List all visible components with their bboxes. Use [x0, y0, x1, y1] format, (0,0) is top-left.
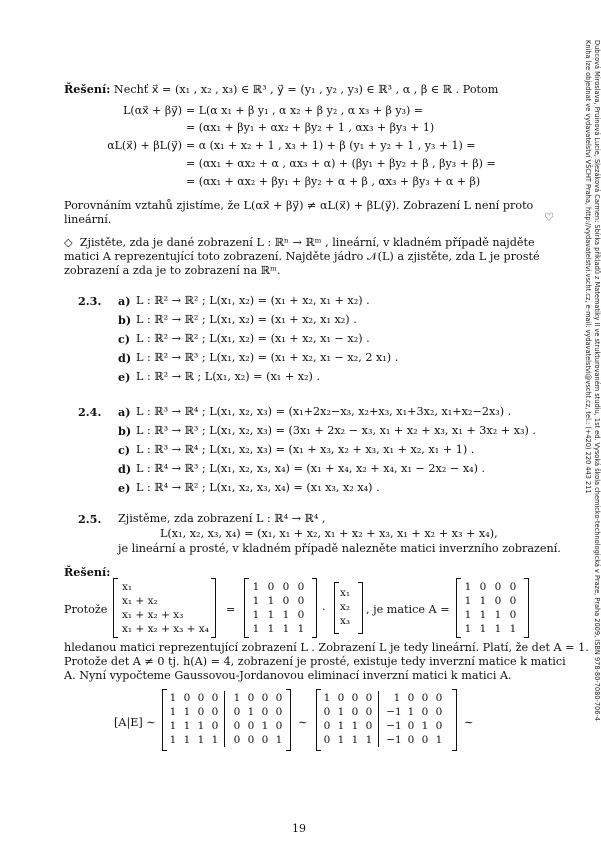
eq2-row-3: = (αx₁ + αx₂ + βy₁ + βy₂ + α + β , αx₃ + βy₃ + α + β) [186, 175, 481, 188]
para-line-2: Protože det A ≠ 0 tj. h(A) = 4, zobrazení je prosté, existuje tedy inverzní matice k matici [64, 655, 566, 668]
matrix-cell: 1 [337, 706, 345, 718]
xvec-left-bracket [334, 582, 339, 634]
para-line-1: hledanou matici reprezentující zobrazení L . Zobrazení L je tedy lineární. Platí, že det A = 1. [64, 641, 589, 654]
item-text: L : ℝ³ → ℝ⁴ ; L(x₁, x₂, x₃) = (x₁ + x₃, x₂ + x₃, x₁ + x₂, x₁ + 1) . [136, 443, 475, 456]
vector-entry: x₁ + x₂ [122, 595, 158, 607]
heart-icon: ♡ [544, 211, 555, 224]
item-text: L : ℝ² → ℝ ; L(x₁, x₂) = (x₁ + x₂) . [136, 370, 321, 383]
vector-entry: x₁ + x₂ + x₃ + x₄ [122, 623, 209, 635]
matrix-cell: 1 [267, 595, 275, 607]
matrix-cell: 0 [197, 692, 205, 704]
matrix-cell: 1 [494, 609, 502, 621]
task-text-1: Zjistěte, zda je dané zobrazení L : ℝⁿ → ℝᵐ , lineární, v kladném případě najděte [79, 236, 535, 249]
matrix-cell: 0 [509, 581, 517, 593]
matrix-cell: −1 [386, 734, 402, 746]
matrix-cell: 1 [169, 734, 177, 746]
exercise-2-4-number: 2.4. [78, 405, 102, 419]
equals-sign: = [226, 603, 236, 616]
vec-right-bracket [211, 578, 216, 638]
matrix-cell: 0 [247, 734, 255, 746]
solution-2-heading: Řešení: [64, 565, 111, 579]
item-label: b) [118, 424, 132, 438]
item-label: a) [118, 294, 131, 308]
matrix-cell: 0 [275, 720, 283, 732]
matrix-cell: 0 [407, 734, 415, 746]
matrix-cell: 1 [183, 706, 191, 718]
matrix-cell: 1 [479, 623, 487, 635]
matrix-cell: 0 [407, 720, 415, 732]
matrix-cell: 0 [337, 692, 345, 704]
item-label: d) [118, 351, 132, 365]
matrix-cell: 1 [282, 623, 290, 635]
matrix-cell: 0 [261, 734, 269, 746]
task-line-3: zobrazení a zda je to zobrazení na ℝᵐ. [64, 264, 281, 277]
matrix-cell: 1 [407, 706, 415, 718]
item-label: c) [118, 443, 131, 457]
tilde-2: ∼ [464, 716, 474, 729]
matrix-cell: 0 [183, 692, 191, 704]
item-text: L : ℝ² → ℝ² ; L(x₁, x₂) = (x₁ + x₂, x₁ x₂) . [136, 313, 357, 326]
matrix-cell: 0 [233, 706, 241, 718]
exercise-2-5-line-3: je lineární a prosté, v kladném případě nalezněte matici inverzního zobrazení. [118, 542, 561, 555]
matrix-cell: 1 [169, 720, 177, 732]
para-line-3: A. Nyní vypočteme Gaussovou-Jordanovou eliminací inverzní matici k matici A. [64, 669, 512, 682]
matrix-cell: 1 [197, 720, 205, 732]
matrix-cell: 0 [323, 734, 331, 746]
eq1-row-1: = L(α x₁ + β y₁ , α x₂ + β y₂ , α x₃ + β y₃) = [186, 104, 423, 117]
protoze-label: Protože [64, 603, 108, 616]
conclusion-line-1: Porovnáním vztahů zjistíme, že L(αx⃗ + βy⃗) ≠ αL(x⃗) + βL(y⃗). Zobrazení L není proto [64, 199, 534, 212]
matrix-1-left-bracket [244, 578, 249, 638]
diamond-icon: ◇ [64, 236, 73, 249]
sidebar-line-1: Dubcová Miroslava, Pruinová Lucie, Slezáková Carmen: Sbírka příkladů z Matematiky II ve strukturovaném studiu, 1st ed. Vysoká škola chemicko-technologická v Praze, Praha 2009, ISBN 978-80-7080-706-4 [593, 40, 601, 722]
vec-left-bracket [113, 578, 118, 638]
matrix-cell: 1 [169, 692, 177, 704]
matrix-cell: 0 [211, 692, 219, 704]
item-label: e) [118, 481, 131, 495]
matrix-cell: 1 [337, 720, 345, 732]
dot-operator: · [322, 603, 326, 616]
aug1-right-bracket [286, 689, 291, 751]
matrix-cell: 1 [211, 734, 219, 746]
matrix-cell: 0 [421, 734, 429, 746]
tilde-1: ∼ [298, 716, 308, 729]
exercise-2-3-number: 2.3. [78, 294, 102, 308]
matrix-cell: 1 [494, 623, 502, 635]
matrix-cell: 0 [282, 595, 290, 607]
matrix-cell: −1 [386, 720, 402, 732]
matrix-cell: 0 [211, 706, 219, 718]
item-label: a) [118, 405, 131, 419]
matrix-cell: 1 [323, 692, 331, 704]
matrix-cell: 0 [211, 720, 219, 732]
matrix-cell: 0 [233, 734, 241, 746]
matrix-cell: 1 [169, 706, 177, 718]
eq2-lhs: αL(x⃗) + βL(y⃗) [107, 139, 182, 152]
matrix-cell: 0 [267, 581, 275, 593]
eq2-row-1: = α (x₁ + x₂ + 1 , x₃ + 1) + β (y₁ + y₂ + 1 , y₃ + 1) = [186, 139, 476, 152]
item-text: L : ℝ³ → ℝ³ ; L(x₁, x₂, x₃) = (3x₁ + 2x₂ − x₃, x₁ + x₂ + x₃, x₁ + 3x₂ + x₃) . [136, 424, 536, 437]
exercise-2-5-number: 2.5. [78, 512, 102, 526]
matrix-cell: 0 [407, 692, 415, 704]
matrix-1-right-bracket [312, 578, 317, 638]
matrix-cell: 1 [183, 720, 191, 732]
matrix-cell: 1 [351, 720, 359, 732]
je-matice-label [366, 603, 450, 617]
matrix-cell: 1 [464, 609, 472, 621]
item-text: L : ℝ² → ℝ³ ; L(x₁, x₂) = (x₁ + x₂, x₁ − x₂, 2 x₁) . [136, 351, 399, 364]
matrix-cell: 1 [275, 734, 283, 746]
matrix-cell: 0 [297, 581, 305, 593]
matrix-cell: 1 [247, 706, 255, 718]
matrix-cell: 0 [351, 692, 359, 704]
matrix-cell: 0 [494, 595, 502, 607]
matrix-cell: 1 [252, 623, 260, 635]
matrix-2-right-bracket [524, 578, 529, 638]
item-text: L : ℝ² → ℝ² ; L(x₁, x₂) = (x₁ + x₂, x₁ − x₂) . [136, 332, 370, 345]
matrix-cell: 0 [351, 706, 359, 718]
aug2-right-bracket [452, 689, 457, 751]
matrix-cell: 0 [365, 720, 373, 732]
matrix-cell: 1 [252, 581, 260, 593]
matrix-cell: 0 [297, 609, 305, 621]
solution-intro-text: Nechť x⃗ = (x₁ , x₂ , x₃) ∈ ℝ³ , y⃗ = (y₁ , y₂ , y₃) ∈ ℝ³ , α , β ∈ ℝ . Potom [113, 83, 499, 96]
matrix-cell: 0 [421, 706, 429, 718]
matrix-cell: 1 [282, 609, 290, 621]
matrix-cell: 1 [267, 623, 275, 635]
matrix-cell: 1 [337, 734, 345, 746]
item-label: e) [118, 370, 131, 384]
item-label: d) [118, 462, 132, 476]
x-vector-entry: x₃ [340, 615, 351, 627]
matrix-cell: 1 [464, 623, 472, 635]
task-line-2: matici A reprezentující toto zobrazení. Najděte jádro 𝒩(L) a zjistěte, zda L je prosté [64, 250, 540, 263]
conclusion-line-2: lineární. [64, 213, 112, 226]
matrix-cell: 1 [421, 720, 429, 732]
vector-entry: x₁ [122, 581, 133, 593]
xvec-right-bracket [358, 582, 363, 634]
matrix-cell: 0 [197, 706, 205, 718]
aug2-separator [378, 691, 379, 747]
page-number: 19 [292, 822, 306, 835]
matrix-cell: 0 [275, 706, 283, 718]
item-text: L : ℝ² → ℝ² ; L(x₁, x₂) = (x₁ + x₂, x₁ + x₂) . [136, 294, 370, 307]
matrix-cell: 1 [435, 734, 443, 746]
matrix-cell: 0 [435, 720, 443, 732]
sidebar-line-2: Kniha lze objednat ve vydavatelství VŠCHT Praha, http://vydavatelstvi.vscht.cz, e-mail: vydavatelstvi@vscht.cz, tel.: (+420) 220 443 211 [584, 40, 592, 494]
eq1-lhs: L(αx⃗ + βy⃗) [123, 104, 182, 117]
item-text: L : ℝ³ → ℝ⁴ ; L(x₁, x₂, x₃) = (x₁+2x₂−x₃, x₂+x₃, x₁+3x₂, x₁+x₂−2x₃) . [136, 405, 512, 418]
matrix-cell: 1 [261, 720, 269, 732]
eq2-row-2: = (αx₁ + αx₂ + α , αx₃ + α) + (βy₁ + βy₂ + β , βy₃ + β) = [186, 157, 496, 170]
matrix-cell: 1 [479, 595, 487, 607]
ae-label: [A|E] ∼ [114, 716, 156, 729]
matrix-cell: 1 [351, 734, 359, 746]
item-text: L : ℝ⁴ → ℝ³ ; L(x₁, x₂, x₃, x₄) = (x₁ + x₄, x₂ + x₄, x₁ − 2x₂ − x₄) . [136, 462, 486, 475]
matrix-cell: 1 [233, 692, 241, 704]
exercise-2-5-line-1: Zjistěme, zda zobrazení L : ℝ⁴ → ℝ⁴ , [118, 512, 326, 525]
matrix-cell: 0 [247, 720, 255, 732]
matrix-cell: 0 [275, 692, 283, 704]
item-text: L : ℝ⁴ → ℝ² ; L(x₁, x₂, x₃, x₄) = (x₁ x₃, x₂ x₄) . [136, 481, 380, 494]
eq1-row-2: = (αx₁ + βy₁ + αx₂ + βy₂ + 1 , αx₃ + βy₃ + 1) [186, 121, 435, 134]
aug1-separator [224, 691, 225, 747]
x-vector-entry: x₁ [340, 587, 351, 599]
matrix-cell: 0 [261, 706, 269, 718]
matrix-cell: 0 [365, 706, 373, 718]
matrix-cell: 1 [393, 692, 401, 704]
matrix-cell: 1 [197, 734, 205, 746]
vector-entry: x₁ + x₂ + x₃ [122, 609, 184, 621]
matrix-cell: 0 [435, 706, 443, 718]
matrix-2-left-bracket [456, 578, 461, 638]
matrix-cell: 0 [282, 581, 290, 593]
item-label: c) [118, 332, 131, 346]
matrix-cell: 0 [233, 720, 241, 732]
matrix-cell: 1 [267, 609, 275, 621]
matrix-cell: 1 [365, 734, 373, 746]
matrix-cell: 1 [509, 623, 517, 635]
matrix-cell: 0 [479, 581, 487, 593]
matrix-cell: 0 [509, 595, 517, 607]
matrix-cell: 0 [421, 692, 429, 704]
matrix-cell: 1 [297, 623, 305, 635]
matrix-cell: 1 [252, 595, 260, 607]
matrix-cell: 0 [323, 720, 331, 732]
matrix-cell: 0 [494, 581, 502, 593]
task-line-1 [64, 236, 535, 250]
matrix-cell: 1 [479, 609, 487, 621]
je-matice-text: , je matice A = [366, 603, 450, 616]
matrix-cell: 1 [183, 734, 191, 746]
x-vector-entry: x₂ [340, 601, 351, 613]
matrix-cell: 1 [252, 609, 260, 621]
solution-1-intro [64, 82, 498, 97]
exercise-2-5-line-2: L(x₁, x₂, x₃, x₄) = (x₁, x₁ + x₂, x₁ + x₂ + x₃, x₁ + x₂ + x₃ + x₄), [160, 527, 498, 540]
item-label: b) [118, 313, 132, 327]
matrix-cell: 1 [464, 581, 472, 593]
matrix-cell: −1 [386, 706, 402, 718]
solution-heading: Řešení: [64, 82, 111, 96]
matrix-cell: 0 [297, 595, 305, 607]
matrix-cell: 0 [323, 706, 331, 718]
matrix-cell: 0 [365, 692, 373, 704]
matrix-cell: 0 [509, 609, 517, 621]
matrix-cell: 0 [435, 692, 443, 704]
matrix-cell: 1 [464, 595, 472, 607]
matrix-cell: 0 [261, 692, 269, 704]
matrix-cell: 0 [247, 692, 255, 704]
